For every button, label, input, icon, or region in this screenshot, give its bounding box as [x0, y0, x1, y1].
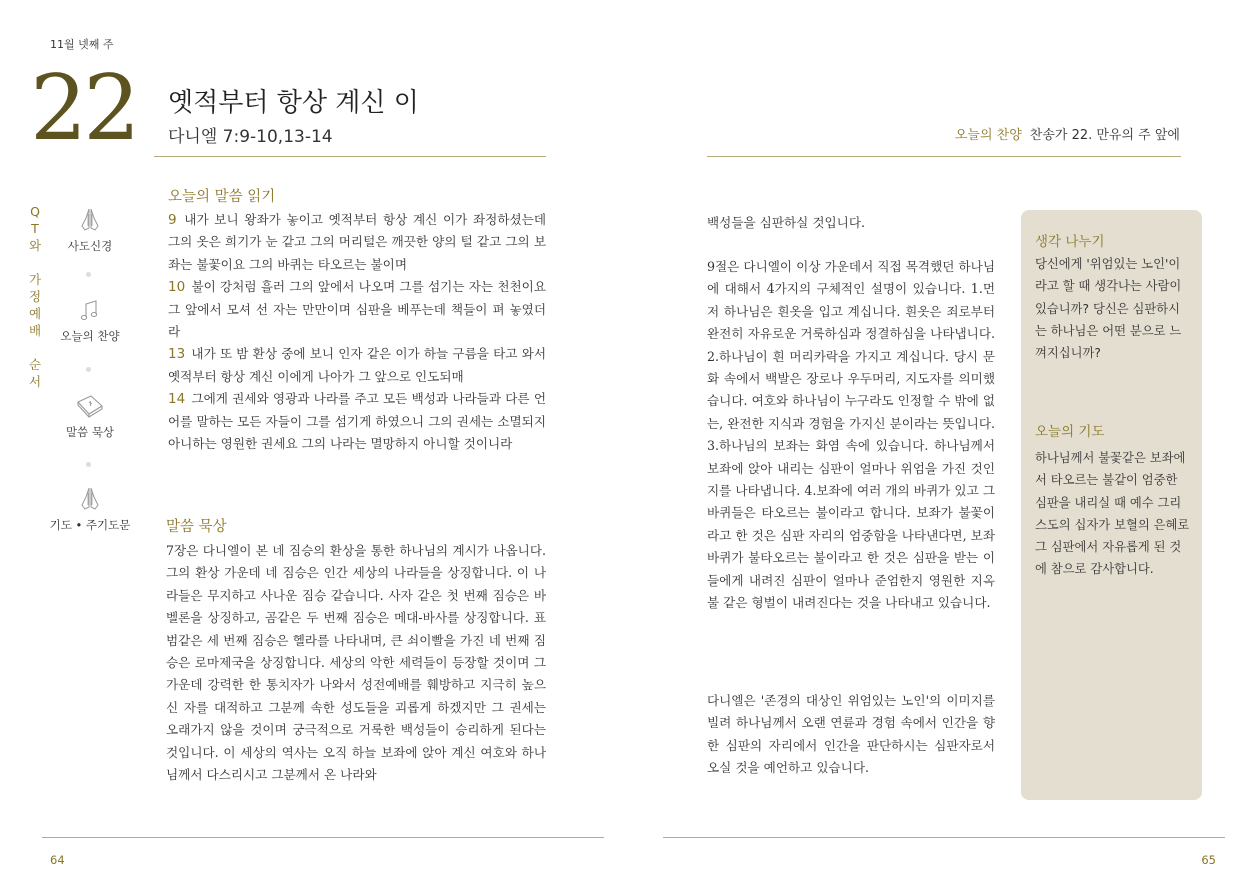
sidebar-item-label: 오늘의 찬양 — [60, 329, 120, 343]
meditation-text-paragraph: 9절은 다니엘이 이상 가운데서 직접 목격했던 하나님에 대해서 4가지의 구체적인 설명이 있습니다. 1.먼저 하나님은 흰옷을 입고 계십니다. 흰옷은 죄로부터 완전히 자유로운 거룩하심과 정결하심을 나타냅니다. 2.하나님이 흰 머리카락을 가지고 계십니다. 당시 문화 속에서 백발은 장로나 우두머리, 지도자를 의미했습니다. 여호와 하나님이 누구라도 인정할 수 밖에 없는, 완전한 지식과 경험을 가지신 분이라는 뜻입니다. 3.하나님의 보좌는 화염 속에 있습니다. 하나님께서 보좌에 앉아 내리는 심판이 얼마나 위엄을 가진 것인지를 나타냅니다. 4.보좌에 여러 개의 바퀴가 있고 그 바퀴들은 타오르는 불이라고 합니다. 보좌가 불꽃이라고 한 것은 심판 자리의 엄중함을 나타낸다면, 보좌 바퀴가 불타오르는 불이라고 한 것은 심판을 받는 이들에게 내려진 심판이 얼마나 준엄한지 영원한 지옥불 같은 형벌이 내려진다는 것을 나타내고 있습니다. — [707, 259, 995, 611]
hymn-label: 오늘의 찬양 — [954, 128, 1022, 143]
sidebar-item-label: 사도신경 — [67, 239, 113, 253]
header-divider-right — [707, 156, 1181, 157]
meditation-text-continued: 백성들을 심판하실 것입니다. — [707, 215, 865, 230]
scripture-reading — [168, 209, 546, 455]
header-divider-left — [154, 156, 546, 157]
share-text: 당신에게 '위엄있는 노인'이라고 할 때 생각나는 사람이 있습니까? 당신은 심판하시는 하나님은 어떤 분으로 느껴지십니까? — [1035, 257, 1182, 361]
reading-heading: 오늘의 말씀 읽기 — [168, 189, 276, 205]
sidebar-item-label: 말씀 묵상 — [65, 425, 115, 439]
scripture-reference: 다니엘 7:9-10,13-14 — [168, 127, 333, 147]
page-number-right: 65 — [1201, 853, 1216, 867]
meditation-text-paragraph: 다니엘은 '존경의 대상인 위엄있는 노인'의 이미지를 빌려 하나님께서 오랜 연륜과 경험 속에서 인간을 향한 심판의 자리에서 인간을 판단하시는 심판자로서 오실 것을 예언하고 있습니다. — [707, 693, 995, 776]
sidebar-separator-dot — [86, 462, 91, 467]
sidebar-item-prayer — [40, 485, 140, 533]
worship-order-label: Q T 와 가 정 예 배 순 서 — [28, 204, 42, 389]
page-title: 옛적부터 항상 계신 이 — [168, 88, 419, 118]
sidebar-separator-dot — [86, 272, 91, 277]
verse: 9 내가 보니 왕좌가 놓이고 옛적부터 항상 계신 이가 좌정하셨는데 그의 옷은 희기가 눈 같고 그의 머리털은 깨끗한 양의 털 같고 그의 보좌는 불꽃이요 그의 바퀴는 타오르는 불이며 — [168, 212, 546, 272]
music-note-icon — [77, 298, 103, 324]
todays-hymn — [955, 124, 1180, 143]
prayer-text: 하나님께서 불꽃같은 보좌에서 타오르는 불같이 엄중한 심판을 내리실 때 예수 그리스도의 십자가 보혈의 은혜로 그 심판에서 자유롭게 된 것에 참으로 감사합니다. — [1035, 451, 1190, 577]
sidebar-separator-dot — [86, 367, 91, 372]
sidebar-item-meditation — [40, 392, 140, 440]
sidebar-item-todays-hymn — [40, 298, 140, 344]
week-label: 11월 넷째 주 — [50, 38, 114, 51]
verse: 10 불이 강처럼 흘러 그의 앞에서 나오며 그를 섬기는 자는 천천이요 그 앞에서 모셔 선 자는 만만이며 심판을 베푸는데 책들이 펴 놓였더라 — [168, 279, 546, 340]
day-number: 22 — [30, 56, 137, 161]
hymn-value: 찬송가 22. 만유의 주 앞에 — [1029, 128, 1180, 143]
bible-book-icon — [75, 392, 105, 420]
prayer-heading: 오늘의 기도 — [1035, 424, 1105, 440]
share-heading: 생각 나누기 — [1035, 234, 1105, 250]
footer-divider-left — [42, 837, 604, 838]
page-number-left: 64 — [50, 853, 65, 867]
verse: 14 그에게 권세와 영광과 나라를 주고 모든 백성과 나라들과 다른 언어를 말하는 모든 자들이 그를 섬기게 하였으니 그의 권세는 소멸되지 아니하는 영원한 권세요 그의 나라는 멸망하지 아니할 것이니라 — [168, 391, 546, 452]
praying-hands-icon — [76, 485, 104, 513]
reflection-box — [1021, 210, 1202, 800]
footer-divider-right — [663, 837, 1225, 838]
praying-hands-icon — [76, 206, 104, 234]
sidebar-item-label: 기도 • 주기도문 — [49, 518, 131, 532]
sidebar-item-apostles-creed — [40, 206, 140, 254]
meditation-text-left: 7장은 다니엘이 본 네 짐승의 환상을 통한 하나님의 계시가 나옵니다. 그의 환상 가운데 네 짐승은 인간 세상의 나라들을 상징합니다. 이 나라들은 무지하고 사나운 짐승 같습니다. 사자 같은 첫 번째 짐승은 바벨론을 상징하고, 곰같은 두 번째 짐승은 메대-바사를 상징합니다. 표범같은 세 번째 짐승은 헬라를 나타내며, 큰 쇠이빨을 가진 네 번째 짐승은 로마제국을 상징합니다. 세상의 악한 세력들이 등장할 것이며 그 가운데 강력한 한 통치자가 나와서 성전예배를 훼방하고 지극히 높으신 자를 대적하고 그분께 속한 성도들을 괴롭게 하겠지만 그 권세는 오래가지 않을 것이며 궁극적으로 거룩한 백성들이 승리하게 된다는 것입니다. 이 세상의 역사는 오직 하늘 보좌에 앉아 계신 여호와 하나님께서 다스리시고 그분께서 온 나라와 — [166, 543, 546, 783]
meditation-heading: 말씀 묵상 — [166, 519, 227, 535]
verse: 13 내가 또 밤 환상 중에 보니 인자 같은 이가 하늘 구름을 타고 와서 옛적부터 항상 계신 이에게 나아가 그 앞으로 인도되매 — [168, 346, 546, 384]
